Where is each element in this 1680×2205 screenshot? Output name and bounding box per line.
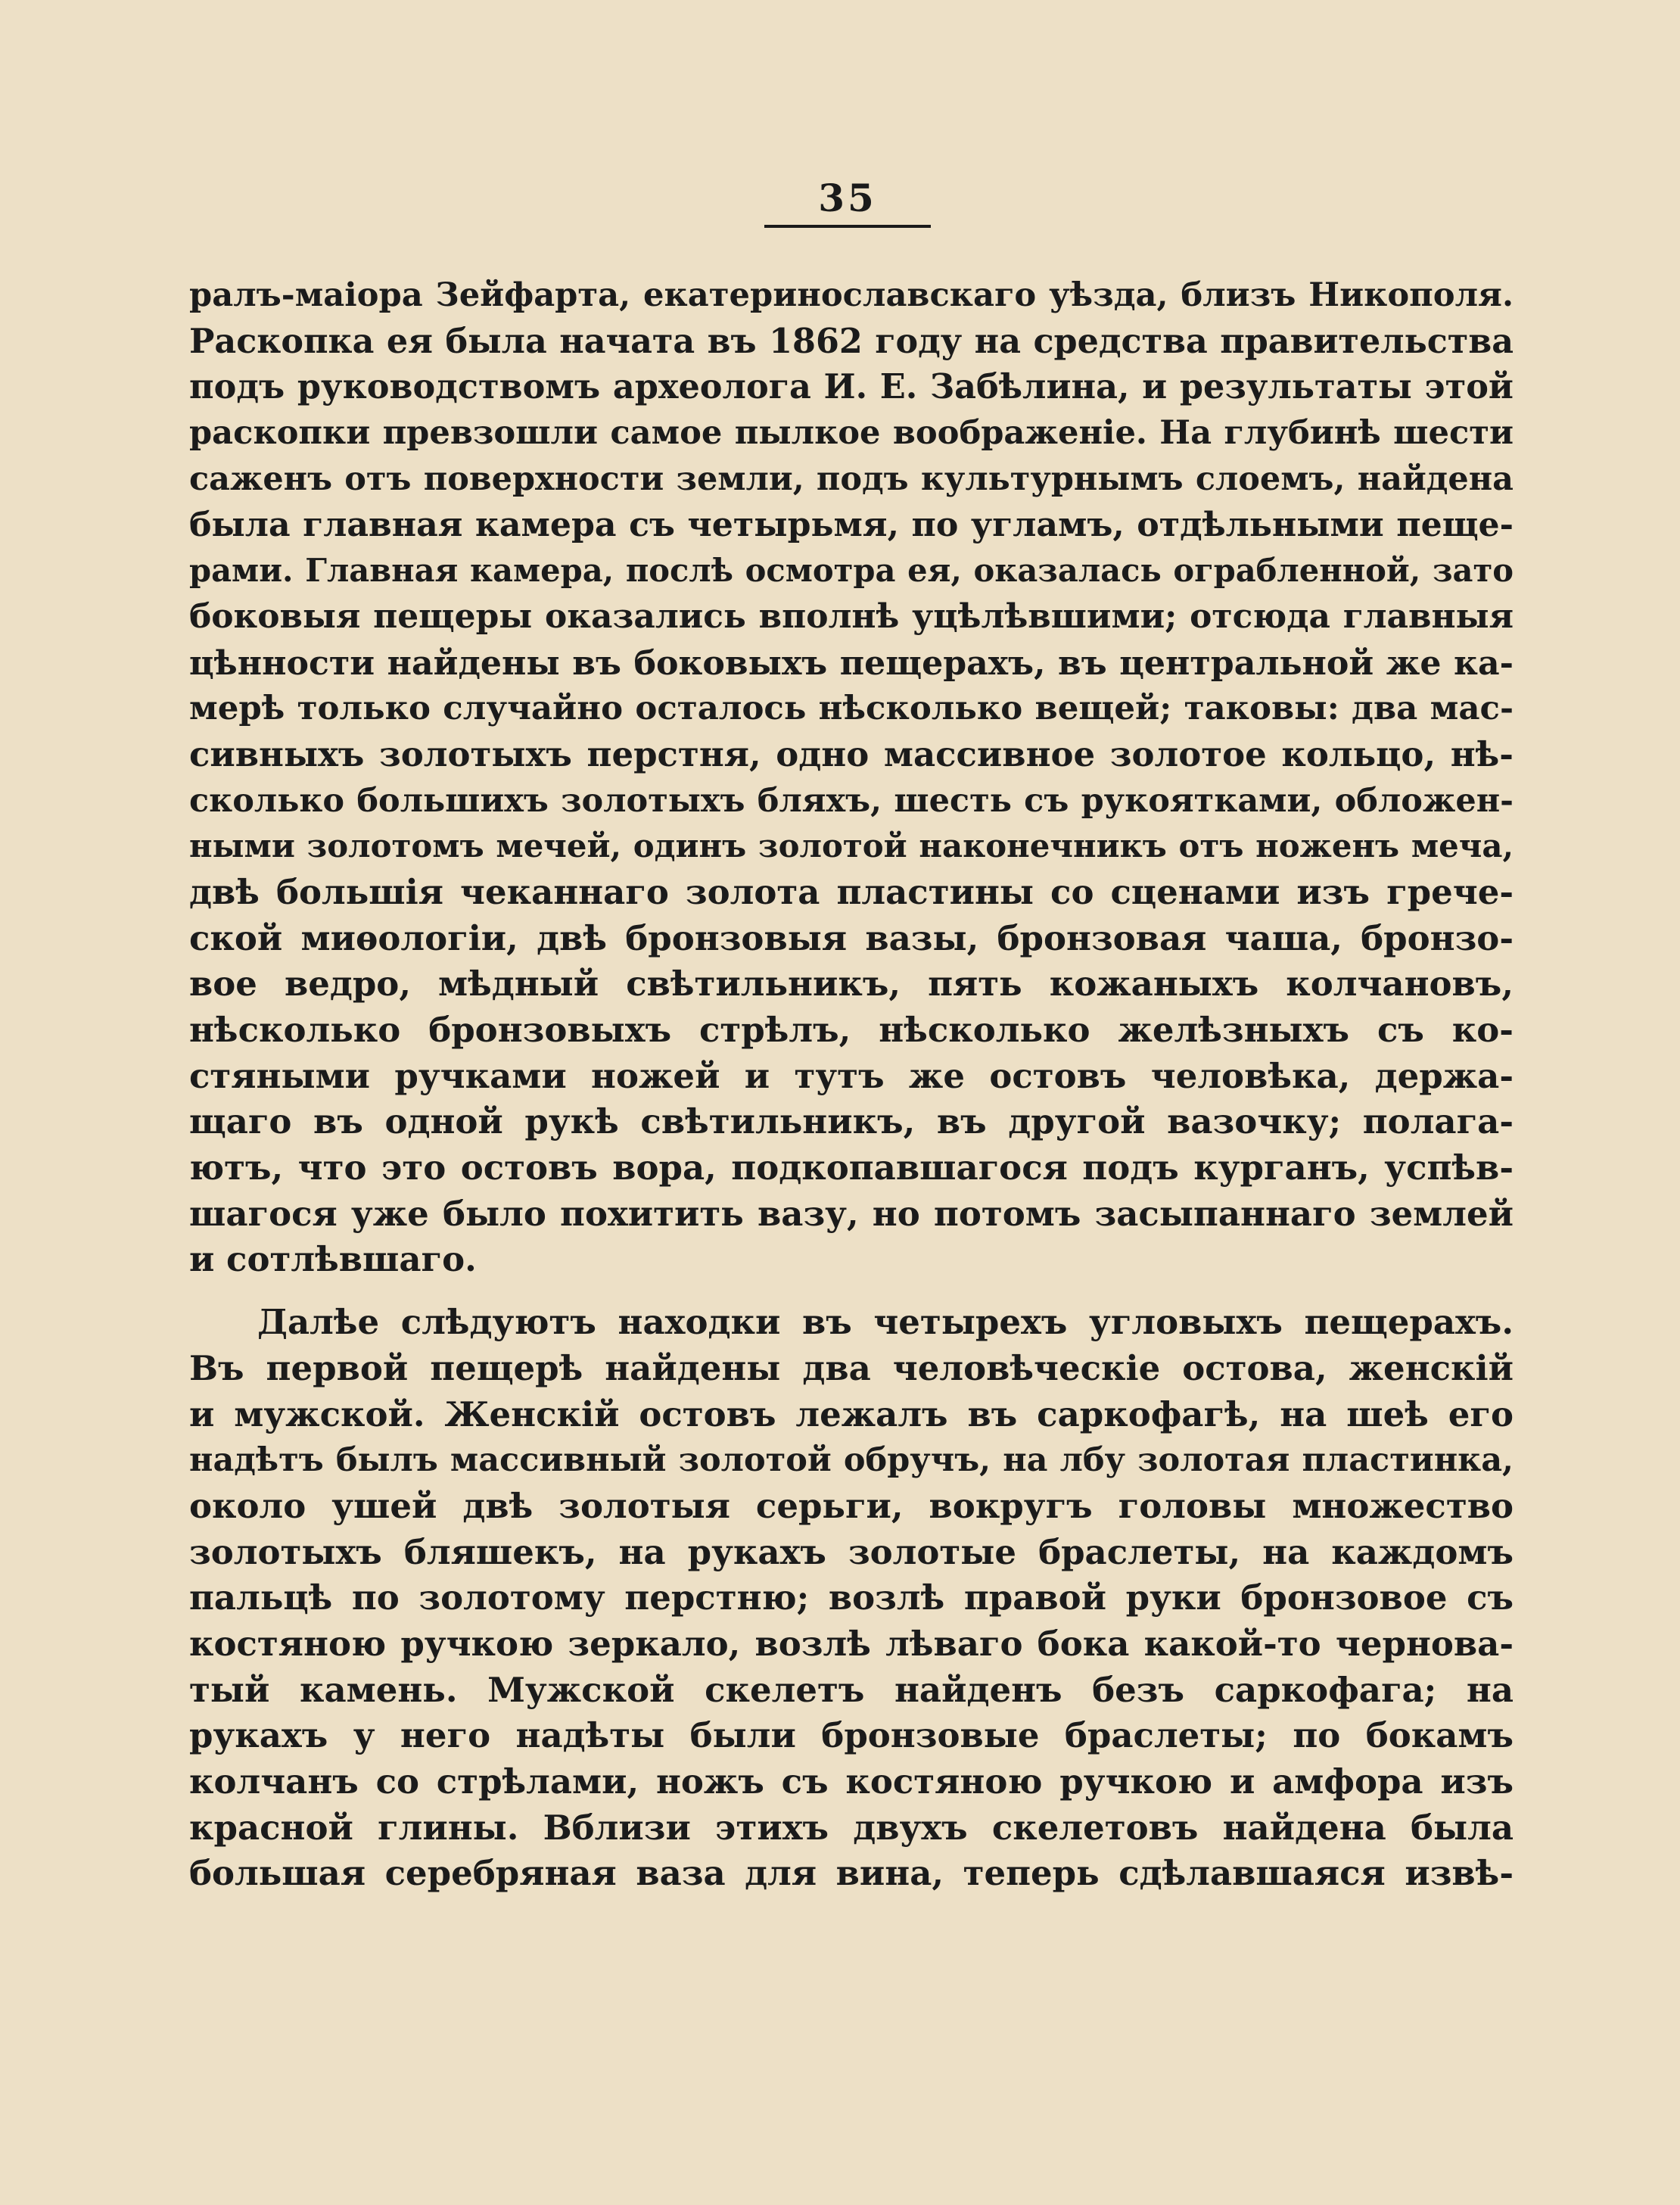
- text-line: ными золотомъ мечей, одинъ золотой наконечникъ отъ ноженъ меча,: [189, 827, 1514, 865]
- text-line: рами. Главная камера, послѣ осмотра ея, оказалась ограбленной, зато: [189, 552, 1514, 590]
- text-line: подъ руководствомъ археолога И. Е. Забѣлина, и результаты этой: [189, 366, 1514, 407]
- text-line: цѣнности найдены въ боковыхъ пещерахъ, въ центральной же ка-: [189, 643, 1514, 683]
- text-line: ской миѳологіи, двѣ бронзовыя вазы, бронзовая чаша, бронзо-: [189, 917, 1514, 958]
- text-line: тый камень. Мужской скелетъ найденъ безъ саркофага; на: [189, 1669, 1514, 1710]
- text-line: ралъ-маіора Зейфарта, екатеринославскаго уѣзда, близъ Никополя.: [189, 276, 1514, 314]
- text-line: мерѣ только случайно осталось нѣсколько вещей; таковы: два мас-: [189, 689, 1514, 728]
- text-line: золотыхъ бляшекъ, на рукахъ золотые браслеты, на каждомъ: [189, 1531, 1514, 1572]
- text-line: и сотлѣвшаго.: [189, 1239, 477, 1280]
- text-line: вое ведро, мѣдный свѣтильникъ, пять кожаныхъ колчановъ,: [189, 964, 1514, 1004]
- text-line: саженъ отъ поверхности земли, подъ культурнымъ слоемъ, найдена: [189, 459, 1514, 498]
- text-line: красной глины. Вблизи этихъ двухъ скелетовъ найдена была: [189, 1807, 1514, 1848]
- text-line: большая серебряная ваза для вина, теперь сдѣлавшаяся извѣ-: [189, 1853, 1514, 1894]
- text-line: около ушей двѣ золотыя серьги, вокругъ головы множество: [189, 1485, 1514, 1526]
- text-line: шагося уже было похитить вазу, но потомъ засыпаннаго землей: [189, 1193, 1514, 1234]
- paragraph-gap: [189, 1283, 1514, 1300]
- text-line: и мужской. Женскій остовъ лежалъ въ саркофагѣ, на шеѣ его: [189, 1394, 1514, 1434]
- text-line: стяными ручками ножей и тутъ же остовъ человѣка, держа-: [189, 1055, 1514, 1096]
- page-number: 35: [818, 176, 877, 220]
- body-text: [189, 273, 1514, 1897]
- text-line: щаго въ одной рукѣ свѣтильникъ, въ другой вазочку; полага-: [189, 1101, 1514, 1142]
- text-line: колчанъ со стрѣлами, ножъ съ костяною ручкою и амфора изъ: [189, 1761, 1514, 1802]
- text-line: Далѣе слѣдуютъ находки въ четырехъ угловыхъ пещерахъ.: [257, 1302, 1514, 1343]
- text-line: двѣ большія чеканнаго золота пластины со сценами изъ грече-: [189, 871, 1514, 912]
- paragraph-1: [189, 273, 1514, 1283]
- text-line: рукахъ у него надѣты были бронзовые браслеты; по бокамъ: [189, 1715, 1514, 1756]
- text-line: нѣсколько бронзовыхъ стрѣлъ, нѣсколько желѣзныхъ съ ко-: [189, 1010, 1514, 1050]
- text-line: пальцѣ по золотому перстню; возлѣ правой руки бронзовое съ: [189, 1577, 1514, 1618]
- text-line: костяною ручкою зеркало, возлѣ лѣваго бока какой-то чернова-: [189, 1623, 1514, 1664]
- text-line: была главная камера съ четырьмя, по угламъ, отдѣльными пеще-: [189, 505, 1514, 545]
- paragraph-2: [189, 1300, 1514, 1897]
- page-number-rule: [764, 225, 931, 228]
- text-line: сивныхъ золотыхъ перстня, одно массивное золотое кольцо, нѣ-: [189, 733, 1514, 774]
- text-line: раскопки превзошли самое пылкое воображеніе. На глубинѣ шести: [189, 413, 1514, 453]
- text-line: Раскопка ея была начата въ 1862 году на средства правительства: [189, 321, 1514, 361]
- text-line: ютъ, что это остовъ вора, подкопавшагося подъ курганъ, успѣв-: [189, 1148, 1514, 1188]
- text-line: Въ первой пещерѣ найдены два человѣческіе остова, женскій: [189, 1347, 1514, 1388]
- text-line: боковыя пещеры оказались вполнѣ уцѣлѣвшими; отсюда главныя: [189, 596, 1514, 636]
- text-line: сколько большихъ золотыхъ бляхъ, шесть съ рукоятками, обложен-: [189, 781, 1514, 820]
- text-line: надѣтъ былъ массивный золотой обручъ, на лбу золотая пластинка,: [189, 1441, 1514, 1480]
